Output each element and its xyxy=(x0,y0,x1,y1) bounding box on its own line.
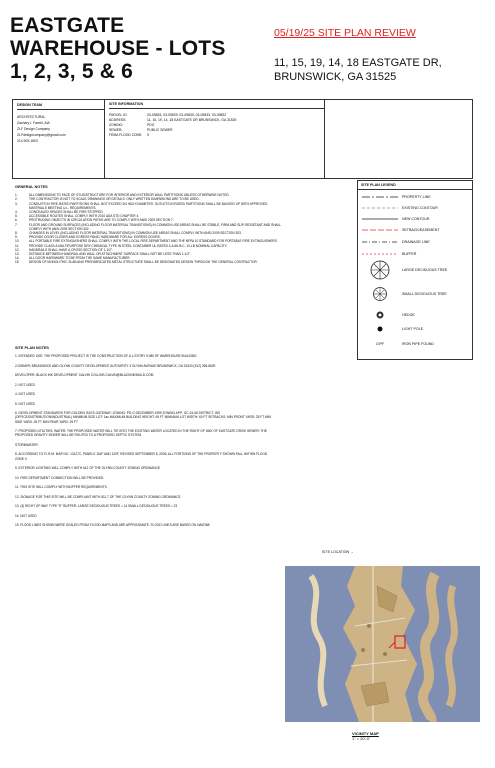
general-note-number: 9. xyxy=(15,235,18,240)
site-information-header: SITE INFORMATION xyxy=(109,100,324,109)
site-plan-note-item: 9. EXTERIOR LIGHTING WILL COMPLY WITH 612 OF THE GLYNN COUNTY ZONING ORDINANCE xyxy=(15,466,160,471)
site-plan-note-item: DEVELOPER: BLACK INK DEVELOPMENT CALVIN COLLINS CALVIN@BLACKINKBUILD.COM xyxy=(15,373,154,378)
project-address xyxy=(274,56,474,84)
site-info-key: ZONING: xyxy=(109,123,124,127)
site-info-value: 11, 15, 19, 14, 18 EASTGATE DR BRUNSWICK, GA 31525 xyxy=(147,118,237,122)
legend-row xyxy=(358,225,472,235)
legend-row xyxy=(358,310,472,320)
legend-label: SETBACK/EASEMENT xyxy=(402,228,440,232)
drainage-line-icon xyxy=(358,237,402,247)
title-line-2: WAREHOUSE - LOTS xyxy=(10,37,226,60)
general-note-item xyxy=(15,223,285,231)
large-tree-icon xyxy=(358,265,402,275)
design-team-panel xyxy=(13,100,105,178)
general-note-text: DISTANCE BETWEEN HANDRAIL AND WALL OR ATTACHMENT SURFACE SHALL NOT BE LESS THAN 1-1/2". xyxy=(29,252,192,257)
site-information-rows xyxy=(109,113,324,138)
legend-header: SITE PLAN LEGEND xyxy=(358,181,472,190)
site-plan-note-item: 4. NOT USED xyxy=(15,392,35,397)
info-box xyxy=(12,99,473,179)
site-plan-note-item: 13. (3) RIGHT OF WAY TYPE "E" BUFFER: LARGE DECIDUOUS TREES = 14 SMALL DECIDUOUS TREES = 23 xyxy=(15,504,178,509)
general-note-number: 6. xyxy=(15,218,18,223)
legend-label: LARGE DECIDUOUS TREE xyxy=(402,268,448,272)
address-line-2: BRUNSWICK, GA 31525 xyxy=(274,71,397,83)
general-note-item xyxy=(15,260,285,264)
design-team-line: ZLF Design Company xyxy=(17,127,50,131)
iron-pipe-icon: CIPF xyxy=(375,342,385,346)
site-info-row xyxy=(109,133,324,138)
general-note-text: DESIGN OF MONOLITHIC SLAB AND PREFABRICATED METAL STRUCTURE SHALL BE DESIGNATED DESIGN THROUGH THE GENERAL CONTRACTOR. xyxy=(29,260,258,265)
legend-label: LIGHT POLE xyxy=(402,327,424,331)
site-plan-note-item: 14. NOT USED xyxy=(15,513,37,518)
general-note-text: FLOOR AND GROUND SURFACES (INCLUDING FLOOR MATERIAL TRANSITIONS) IN COMMON USE AREAS SHALL BE STABLE, FIRM AND SLIP-RESISTANT AND SHALL COMPLY WITH ANSI 2009 SECTION 302. xyxy=(29,222,282,231)
design-team-line: Zachary I. Farrell, AIA xyxy=(17,121,50,125)
general-note-number: 1. xyxy=(15,193,18,198)
vicinity-map-title: VICINITY MAP xyxy=(352,731,379,736)
legend-row xyxy=(358,237,472,247)
design-team-line: 214.903.1803 xyxy=(17,139,38,143)
site-location-text: SITE LOCATION xyxy=(322,550,350,554)
site-info-value: X xyxy=(147,133,150,137)
site-location-label xyxy=(322,550,354,554)
general-note-number: 5. xyxy=(15,214,18,219)
general-note-text: ALL DOOR HARDWARE TO BE FROM THE SAME MANUFACTURER. xyxy=(29,256,131,261)
site-plan-note-item: STORMWATER: xyxy=(15,442,39,447)
general-note-number: 14. xyxy=(15,256,20,261)
address-line-1: 11, 15, 19, 14, 18 EASTGATE DR, xyxy=(274,57,442,69)
site-plan-note-item: 15. FLOOD LINES SHOWN WERE SCALED FROM FLOOD MAPS AND ARE APPROXIMATE. FLOOD LINES ARE BASED ON NAVD88 xyxy=(15,523,210,528)
general-note-text: HANDRAILS SHALL HAVE A CROSS SECTION OF 1-1/2". xyxy=(29,247,113,252)
site-plan-notes xyxy=(15,346,275,533)
new-contour-icon xyxy=(358,214,402,224)
general-note-text: PROVIDE DOOR CLOSER AND EGRESS PANIC HARDWARE FOR ALL EGRESS DOORS. xyxy=(29,235,161,240)
general-note-text: CONDUITS IN FIRE-RATED PARTITIONS SHALL NOT EXCEED 3/4 INCH DIAMETER. OUTLETS IN RATED PARTITIONS SHALL BE BACKED UP WITH APPROVED MATERIALS MEETING U.L. REQUIREMENTS. xyxy=(29,201,268,210)
site-info-key: SEWER: xyxy=(109,128,123,132)
legend-label: HEDGE xyxy=(402,313,415,317)
buffer-line-icon xyxy=(358,249,402,259)
hedge-icon xyxy=(358,310,402,320)
title-line-3: 1, 2, 3, 5 & 6 xyxy=(10,60,134,83)
property-line-icon xyxy=(358,192,402,202)
general-note-number: 3. xyxy=(15,201,18,206)
site-info-value: PDG xyxy=(147,123,155,127)
site-plan-notes-list xyxy=(15,354,275,527)
site-info-key: PARCEL ID: xyxy=(109,113,128,117)
general-note-text: ALL DIMENSIONS TO FACE OF STUD/STRUCTURE FOR INTERIOR AND EXTERIOR WALL PARTITIONS UNLESS OTHERWISE NOTED. xyxy=(29,193,230,198)
general-note-text: ALL PORTABLE FIRE EXTINGUISHERS SHALL COMPLY WITH THE LOCAL FIRE DEPARTMENT AND THE NFPA 10 STANDARD FOR PORTABLE FIRE EXTINGUISHERS. xyxy=(29,239,278,244)
general-notes xyxy=(15,185,285,265)
site-location-arrow-icon: → xyxy=(350,550,354,554)
site-plan-note-item: 11. THIS SITE WILL COMPLY WITH BUFFER REQUIREMENTS. xyxy=(15,485,108,490)
general-notes-list xyxy=(15,193,285,264)
legend-row xyxy=(358,192,472,202)
legend-label: EXISTING CONTOUR xyxy=(402,206,438,210)
title-line-1: EASTGATE xyxy=(10,14,125,37)
general-note-number: 12. xyxy=(15,247,20,252)
site-plan-note-item: 2.OWNER: BRUNSWICK AND GLYNN COUNTY DEVELOPMENT AUTHORITY 4 GLYNN AVENUE BRUNSWICK, GA 31520 (912) 265-6629 xyxy=(15,363,216,368)
site-plan-note-item: 1. INTENDED USE: THE PROPOSED PROJECT IS THE CONSTRUCTION OF A 1-STORY 9,080 SF WAREHOUSE BUILDING xyxy=(15,354,197,359)
legend-label: IRON PIPE FOUND xyxy=(402,342,434,346)
site-info-key: ADDRESS: xyxy=(109,118,127,122)
small-tree-icon xyxy=(358,289,402,299)
design-team-header: DESIGN TEAM xyxy=(17,100,104,110)
legend-row xyxy=(358,249,472,259)
legend-row xyxy=(358,324,472,334)
legend-row xyxy=(358,203,472,213)
site-plan-note-item: 6. DEVELOPMENT STANDARDS FOR GOLDEN ISLES GATEWAY: ZONING: PD-G DECEMBER 1999 ZONING APP: GC-24-06 DISTRICT: GEI (OFFICE/DISTRIBUTION/INDUSTRIAL) MINIMUM SIZE LOT: 1ac MAXIMUM BUILDING HEIGHT: 45 FT MINIMUM LOT WIDTH: 60 FT SETBACKS: MIN FRONT YARD: 25 FT MIN SIDE YARD: 25 FT MIN REAR YARD: 25 FT xyxy=(15,411,271,424)
site-info-key: FEMA FLOOD ZONE: xyxy=(109,133,143,137)
legend-label: PROPERTY LINE xyxy=(402,195,431,199)
general-note-text: CONCEALED SPACES SHALL BE FIRE STOPPED. xyxy=(29,210,104,215)
legend-label: SMALL DECIDUOUS TREE xyxy=(402,292,447,296)
site-plan-legend xyxy=(357,180,473,360)
vicinity-map-image xyxy=(285,566,480,722)
general-note-item xyxy=(15,202,285,210)
legend-label: BUFFER xyxy=(402,252,417,256)
general-note-number: 7. xyxy=(15,222,18,227)
design-team-line: ARCHITECTURAL xyxy=(17,115,46,119)
general-note-number: 13. xyxy=(15,252,20,257)
general-note-text: CHANGES IN LEVEL (INCLUDING FLOOR MATERIAL TRANSITIONS) IN COMMON USE AREAS SHALL COMPLY WITH ANSI 2009 SECTION 303. xyxy=(29,231,242,236)
general-note-text: PROVIDE CLASS A MULTIPURPOSE DRY-CHEMICAL TYPE IN STEEL CONTAINER UL-RATED 4-A:60-B:C, 10-LB NOMINAL CAPACITY. xyxy=(29,243,228,248)
site-information-panel xyxy=(105,100,325,178)
site-plan-note-item: 2. NOT USED xyxy=(15,382,35,387)
general-note-number: 10. xyxy=(15,239,20,244)
project-title xyxy=(10,14,270,83)
general-note-number: 15. xyxy=(15,260,20,265)
existing-contour-icon xyxy=(358,203,402,213)
legend-row xyxy=(358,265,472,275)
site-info-value: 03-09826, 03-09829, 03-09830, 03-09833, 03-09832 xyxy=(147,113,227,117)
site-plan-notes-header: SITE PLAN NOTES xyxy=(15,346,49,350)
legend-row xyxy=(358,339,472,349)
site-plan-note-item: 12. SIGNAGE FOR THIS SITE WILL BE COMPLIANT WITH 811.7 OF THE GLYNN COUNTY ZONING ORDINANCE. xyxy=(15,494,182,499)
site-plan-note-item: 5. NOT USED xyxy=(15,401,35,406)
general-note-number: 8. xyxy=(15,231,18,236)
site-info-value: PUBLIC SEWER xyxy=(147,128,173,132)
design-team-line: ZLFdesigncompany@gmail.com xyxy=(17,133,66,137)
legend-row xyxy=(358,214,472,224)
site-plan-note-item: 8. ACCORDING TO F.I.R.M. MAP NO. 13127C, PANELS 116F AND 120F, REVISED SEPTEMBER 6, 2006, ALL PORTIONS OF THE PROPERTY SHOWN FALL WITHIN FLOOD ZONE X xyxy=(15,452,268,461)
vicinity-map-caption xyxy=(352,731,379,741)
vicinity-map-scale: 1" = 20'-0" xyxy=(352,736,371,741)
general-notes-header: GENERAL NOTES xyxy=(15,185,48,189)
legend-label: NEW CONTOUR xyxy=(402,217,430,221)
general-note-number: 11. xyxy=(15,243,20,248)
review-label: 05/19/25 SITE PLAN REVIEW xyxy=(274,27,416,39)
site-plan-note-item: 7. PROPOSED UTILITIES: WATER: THE PROPOSED WATER WILL TIE INTO THE EXISTING WATER LOCATED IN THE RIGHT OF WAY OF EASTGATE DRIVE SEWER: THE PROPOSED GRAVITY SEWER WILL BE ROUTED TO A PROPOSED SEPTIC SYSTEM xyxy=(15,429,267,438)
light-pole-icon xyxy=(358,324,402,334)
legend-row xyxy=(358,289,472,299)
general-note-text: PROTRUDING OBJECTS IN CIRCULATION PATHS ARE TO COMPLY WITH ANSI 2009 SECTION 7. xyxy=(29,218,174,223)
general-note-number: 2. xyxy=(15,197,18,202)
general-note-text: THE CONTRACTOR IS NOT TO SCALE DRAWINGS OR DETAILS. ONLY WRITTEN DIMENSIONS ARE TO BE USED. xyxy=(29,197,200,202)
setback-line-icon xyxy=(358,225,402,235)
vicinity-map xyxy=(285,566,480,722)
legend-label: DRAINAGE LINE xyxy=(402,240,430,244)
site-plan-note-item: 10. FIRE DEPARTMENT CONNECTION WILL BE PROVIDED. xyxy=(15,475,105,480)
general-note-text: ACCESSIBLE ROUTES SHALL COMPLY WITH 2010 ADA STD CHAPTER 4. xyxy=(29,214,140,219)
general-note-number: 4. xyxy=(15,210,18,215)
